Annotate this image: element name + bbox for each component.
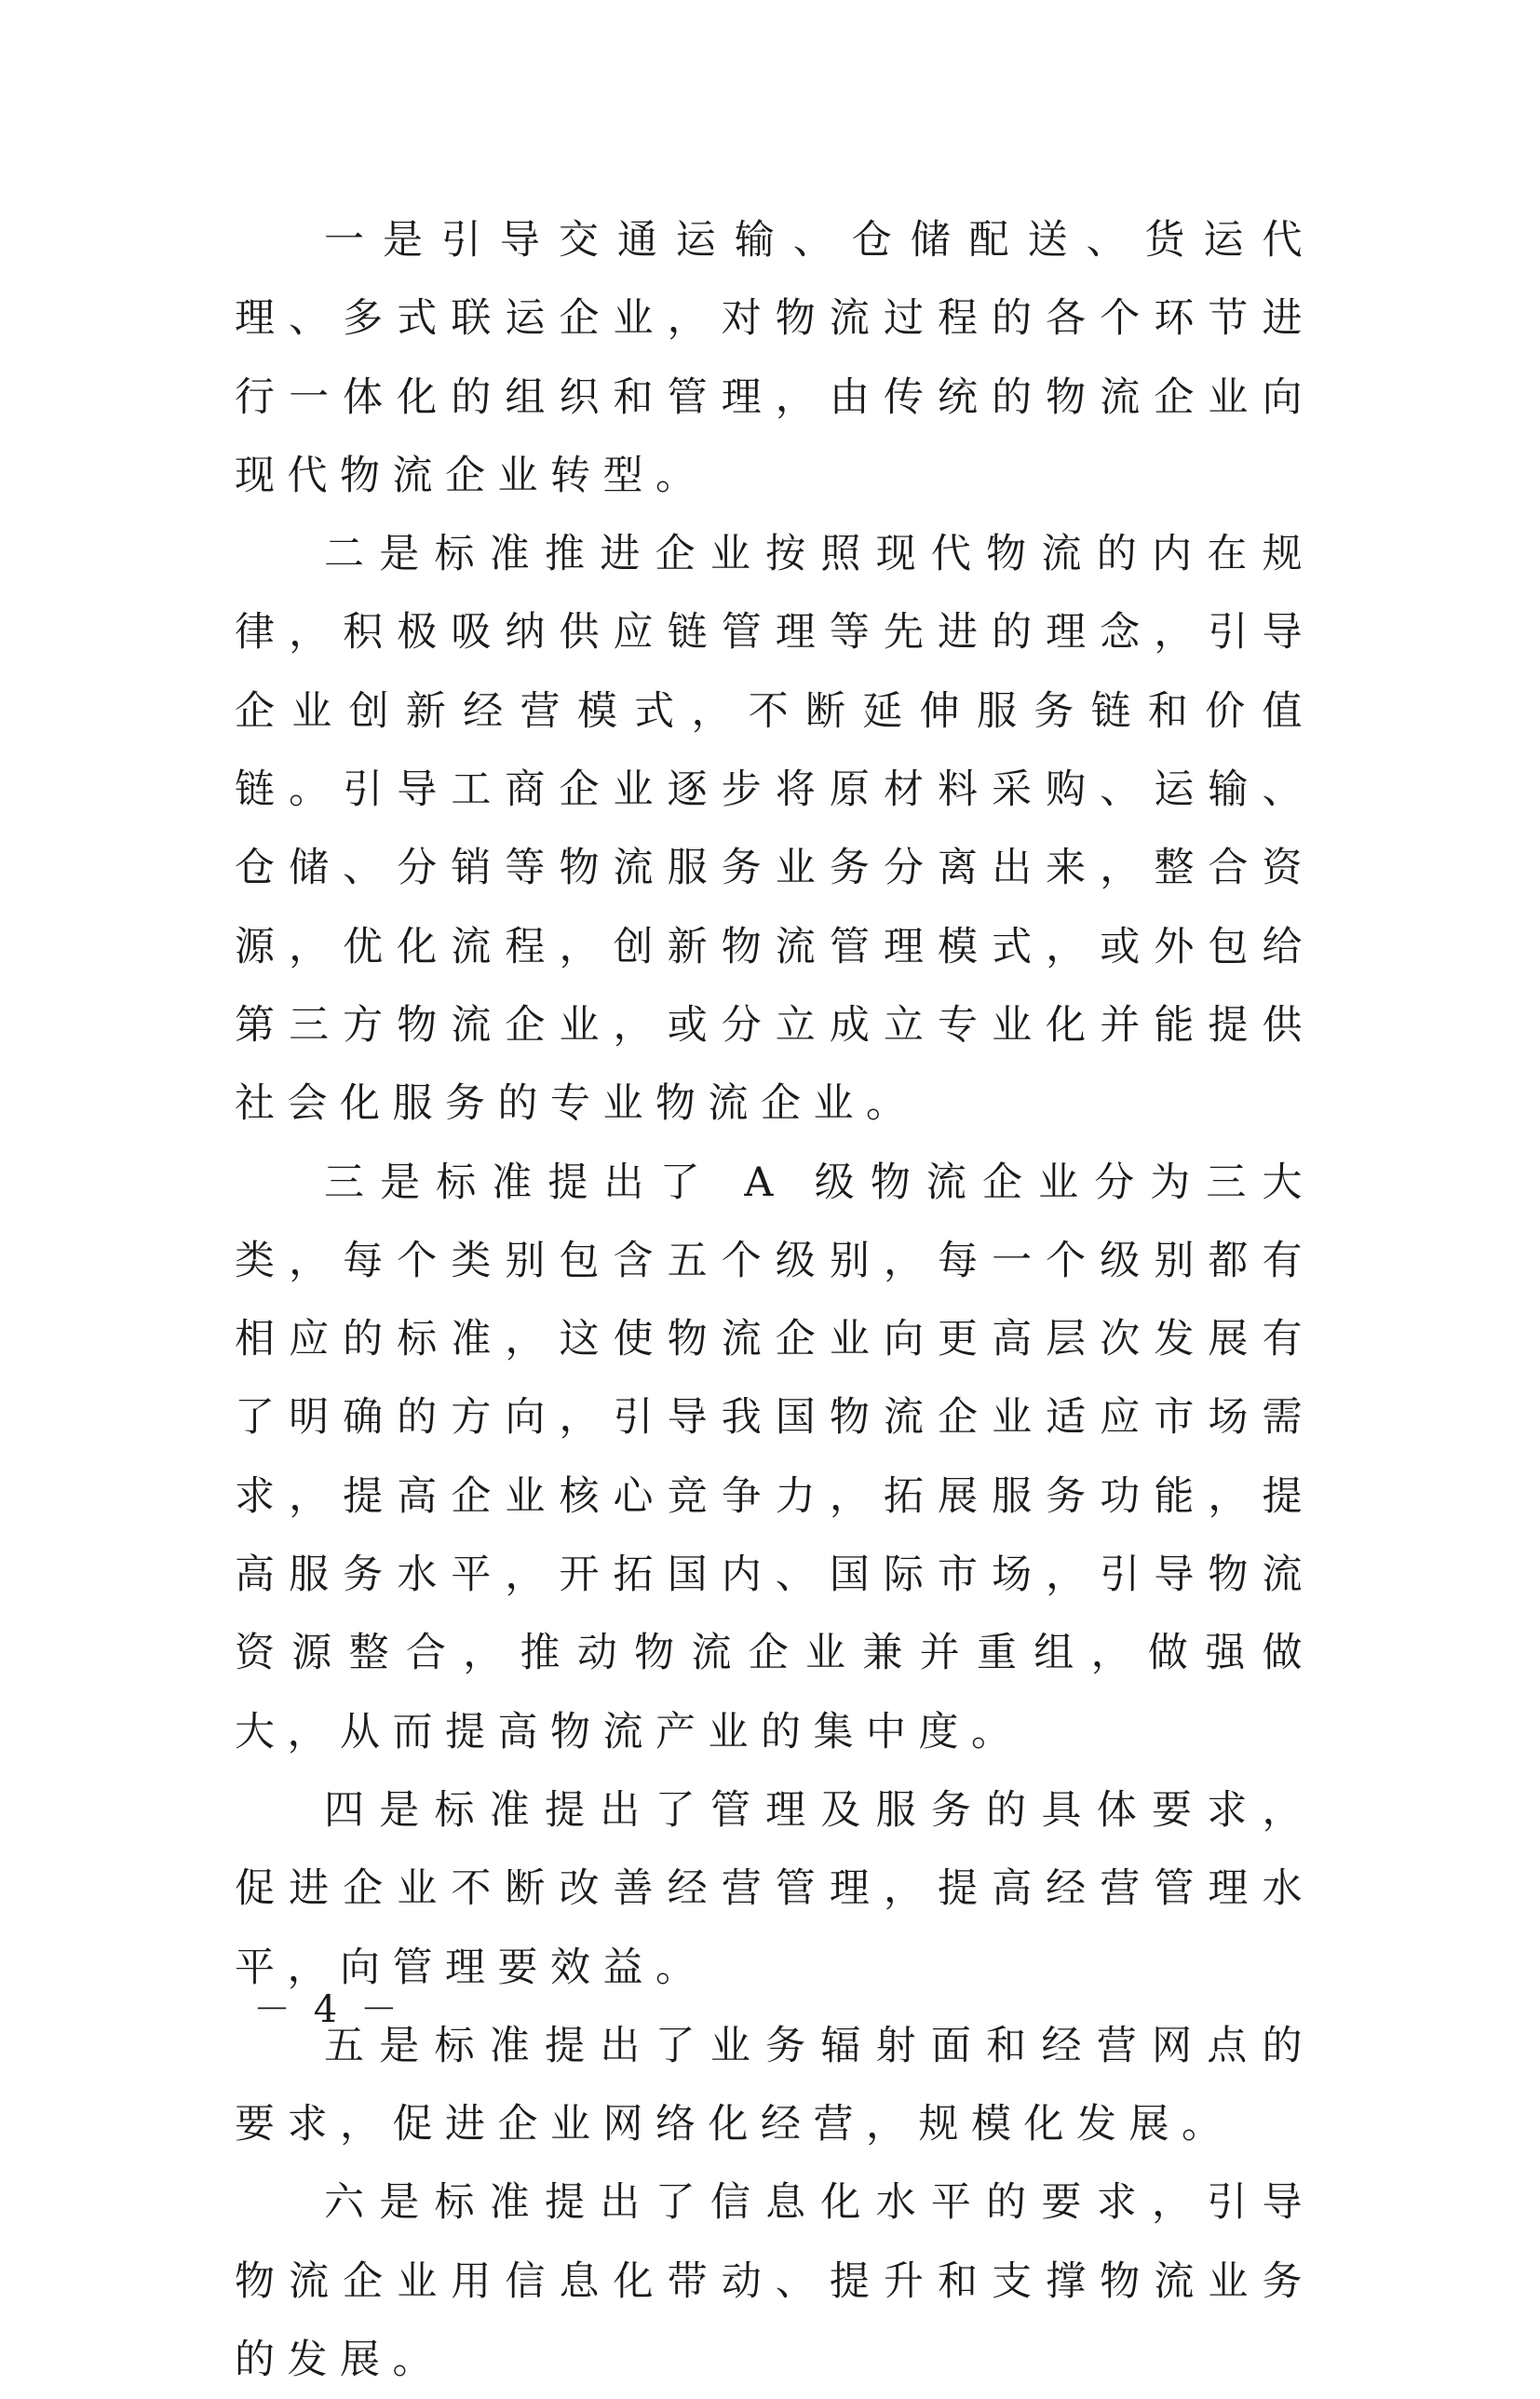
paragraph-2: 二是标准推进企业按照现代物流的内在规律，积极吸纳供应链管理等先进的理念，引导企业创新经营模式，不断延伸服务链和价值链。引导工商企业逐步将原材料采购、运输、仓储、分销等物流服务业务分离出来，整合资源，优化流程，创新物流管理模式，或外包给第三方物流企业，或分立成立专业化并能提供社会化服务的专业物流企业。	[235, 531, 1315, 1128]
paragraph-5: 五是标准提出了业务辐射面和经营网点的要求，促进企业网络化经营，规模化发展。	[235, 2022, 1315, 2148]
document-body	[235, 201, 1315, 2399]
paragraph-3: 三是标准提出了 A 级物流企业分为三大类，每个类别包含五个级别，每一个级别都有相应的标准，这使物流企业向更高层次发展有了明确的方向，引导我国物流企业适应市场需求，提高企业核心竞争力，拓展服务功能，提高服务水平，开拓国内、国际市场，引导物流资源整合，推动物流企业兼并重组，做强做大，从而提高物流产业的集中度。	[235, 1159, 1315, 1755]
paragraph-6: 六是标准提出了信息化水平的要求，引导物流企业用信息化带动、提升和支撑物流业务的发展。	[235, 2179, 1315, 2384]
paragraph-1: 一是引导交通运输、仓储配送、货运代理、多式联运企业，对物流过程的各个环节进行一体化的组织和管理，由传统的物流企业向现代物流企业转型。	[235, 217, 1315, 499]
page-number: － 4 －	[253, 1988, 403, 2031]
paragraph-4: 四是标准提出了管理及服务的具体要求，促进企业不断改善经营管理，提高经营管理水平，向管理要效益。	[235, 1786, 1315, 1991]
